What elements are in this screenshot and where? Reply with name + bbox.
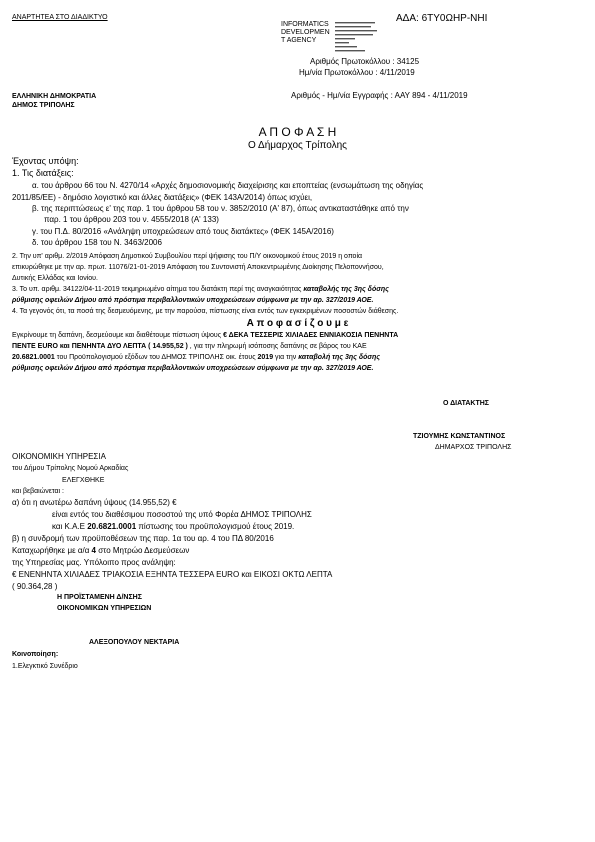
decision-purpose: καταβολή της 3ης δόσης — [298, 354, 381, 361]
consideration-1b-line1: β. της περιπτώσεως ε' της παρ. 1 του άρθρου 58 του ν. 3852/2010 (Α' 87), όπως αντικαταστάθηκε από την — [32, 204, 409, 213]
consideration-1: 1. Τις διατάξεις: — [12, 168, 74, 178]
signatory-role: Ο ΔΙΑΤΑΚΤΗΣ — [443, 400, 489, 407]
notification-label: Κοινοποίηση: — [12, 651, 59, 658]
decision-line-3 — [12, 353, 380, 362]
decision-year: 2019 — [257, 354, 274, 361]
signatory-title: ΔΗΜΑΡΧΟΣ ΤΡΙΠΟΛΗΣ — [435, 444, 512, 451]
consideration-1d: δ. του άρθρου 158 του Ν. 3463/2006 — [32, 238, 162, 247]
we-decide-heading: Α π ο φ α σ ί ζ ο υ μ ε — [246, 318, 349, 329]
consideration-2-line1: 2. Την υπ' αριθμ. 2/2019 Απόφαση Δημοτικού Συμβουλίου περί ψήφισης του Π/Υ οικονομικού έτους 2019 η οποία — [12, 253, 363, 260]
logo-line-2: DEVELOPMEN — [281, 29, 330, 36]
finance-kae-code: 20.6821.0001 — [87, 522, 137, 531]
finance-a-line3 — [52, 522, 294, 532]
consideration-1b-line2: παρ. 1 του άρθρου 203 του ν. 4555/2018 (Α' 133) — [44, 215, 219, 224]
agency-logo — [281, 21, 330, 45]
decision-line-2-text: , για την πληρωμή ισόποσης δαπάνης σε βάρος του ΚΑΕ — [187, 343, 367, 350]
logo-line-1: INFORMATICS — [281, 21, 329, 28]
decision-title: Α Π Ο Φ Α Σ Η — [258, 125, 337, 139]
decision-subtitle: Ο Δήμαρχος Τρίπολης — [248, 140, 347, 151]
consideration-3-text: 3. Το υπ. αριθμ. 34122/04-11-2019 τεκμηριωμένο αίτημα του διατάκτη περί της αναγκαιότητας — [12, 286, 304, 293]
finance-a-line1: α) ότι η ανωτέρω δαπάνη ύψους (14.955,52) € — [12, 498, 177, 507]
finance-entered-line — [12, 546, 189, 556]
finance-head-name: ΑΛΕΞΟΠΟΥΛΟΥ ΝΕΚΤΑΡΙΑ — [89, 639, 180, 646]
having-considered: Έχοντας υπόψη: — [12, 156, 79, 166]
decision-amount-words-1: € ΔΕΚΑ ΤΕΣΣΕΡΙΣ ΧΙΛΙΑΔΕΣ ΕΝΝΙΑΚΟΣΙΑ ΠΕΝΗΝΤΑ — [223, 332, 399, 339]
decision-line-2 — [12, 342, 367, 351]
signatory-name: ΤΖΙΟΥΜΗΣ ΚΩΝΣΤΑΝΤΙΝΟΣ — [413, 433, 506, 440]
consideration-3-line2: ρύθμισης οφειλών Δήμου από πρόστιμα περιβαλλοντικών υποχρεώσεων σύμφωνα με την αρ. 327/2019 ΑΟΕ. — [12, 297, 374, 304]
finance-b-line: β) η συνδρομή των προϋποθέσεων της παρ. 1α του αρ. 4 του ΠΔ 80/2016 — [12, 534, 274, 543]
consideration-2-line3: Δυτικής Ελλάδας και Ιονίου. — [12, 275, 98, 282]
org-country: ΕΛΛΗΝΙΚΗ ΔΗΜΟΚΡΑΤΙΑ — [12, 93, 97, 100]
consideration-1c: γ. του Π.Δ. 80/2016 «Ανάληψη υποχρεώσεων από τους διατάκτες» (ΦΕΚ 145Α/2016) — [32, 227, 334, 236]
protocol-number: Αριθμός Πρωτοκόλλου : 34125 — [310, 57, 420, 66]
finance-entered-text: Καταχωρήθηκε με α/α — [12, 546, 92, 555]
consideration-3-line1 — [12, 285, 389, 294]
decision-amount-words-2: ΠΕΝΤΕ EURO και ΠΕΝΗΝΤΑ ΔΥΟ ΛΕΠΤΑ ( 14.955,52 ) — [12, 343, 188, 350]
finance-balance-words: € ΕΝΕΝΗΝΤΑ ΧΙΛΙΑΔΕΣ ΤΡΙΑΚΟΣΙΑ ΕΞΗΝΤΑ ΤΕΣΣΕΡΑ EURO και ΕΙΚΟΣΙ ΟΚΤΩ ΛΕΠΤΑ — [12, 570, 333, 579]
org-municipality: ΔΗΜΟΣ ΤΡΙΠΟΛΗΣ — [12, 102, 75, 109]
finance-municipality: του Δήμου Τρίπολης Νομού Αρκαδίας — [12, 465, 129, 472]
finance-checked: ΕΛΕΓΧΘΗΚΕ — [62, 477, 105, 484]
finance-entry-number: 4 — [91, 546, 96, 555]
finance-kae-label: και Κ.Α.Ε — [52, 522, 88, 531]
registry-info: Αριθμός - Ημ/νία Εγγραφής : ΑΑΥ 894 - 4/11/2019 — [291, 91, 468, 100]
finance-a-line2: είναι εντός του διαθέσιμου ποσοστού της υπό Φορέα ΔΗΜΟΣ ΤΡΙΠΟΛΗΣ — [52, 510, 312, 519]
ada-code: ΑΔΑ: 6ΤΥ0ΩΗΡ-ΝΗΙ — [396, 13, 488, 24]
decision-line-4: ρύθμισης οφειλών Δήμου από πρόστιμα περιβαλλοντικών υποχρεώσεων σύμφωνα με την αρ. 327/2019 ΑΟΕ. — [12, 365, 374, 372]
finance-head-title-2: ΟΙΚΟΝΟΜΙΚΩΝ ΥΠΗΡΕΣΙΩΝ — [57, 605, 152, 612]
notification-item: 1.Ελεγκτικό Συνέδριο — [12, 663, 78, 670]
consideration-3-emphasis: καταβολής της 3ης δόσης — [303, 286, 389, 293]
decision-kae-code: 20.6821.0001 — [12, 354, 55, 361]
finance-service: ΟΙΚΟΝΟΜΙΚΗ ΥΠΗΡΕΣΙΑ — [12, 452, 106, 461]
finance-a-line3-text: πίστωσης του προϋπολογισμού έτους 2019. — [136, 522, 295, 531]
internet-posting-note: ΑΝΑΡΤΗΤΕΑ ΣΤΟ ΔΙΑΔΙΚΤΥΟ — [12, 14, 108, 21]
finance-head-title-1: Η ΠΡΟΪΣΤΑΜΕΝΗ Δ/ΝΣΗΣ — [57, 594, 142, 601]
logo-fine-print-graphic — [335, 21, 381, 55]
finance-balance-intro: της Υπηρεσίας μας. Υπόλοιπο προς ανάληψη: — [12, 558, 176, 567]
finance-certified: και βεβαιώνεται : — [12, 488, 64, 495]
consideration-1a-line2: 2011/85/ΕΕ) - δημόσιο λογιστικό και άλλες διατάξεις» (ΦΕΚ 143Α/2014) όπως ισχύει, — [12, 193, 313, 202]
decision-line-1-text: Εγκρίνουμε τη δαπάνη, δεσμεύουμε και διαθέτουμε πίστωση ύψους — [12, 332, 224, 339]
finance-entered-registry: στο Μητρώο Δεσμεύσεων — [96, 546, 190, 555]
protocol-date: Ημ/νία Πρωτοκόλλου : 4/11/2019 — [299, 68, 415, 77]
decision-line-3-for: για την — [273, 354, 299, 361]
consideration-2-line2: επικυρώθηκε με την αρ. πρωτ. 11076/21-01-2019 Απόφαση του Συντονιστή Αποκεντρωμένης Διοίκησης Πελοποννήσου, — [12, 264, 384, 271]
consideration-4: 4. Τα γεγονός ότι, τα ποσά της δεσμευόμενης, με την παρούσα, πίστωσης είναι εντός των εγκεκριμένων ποσοστών διάθεσης. — [12, 308, 399, 315]
consideration-1a-line1: α. του άρθρου 66 του Ν. 4270/14 «Αρχές δημοσιονομικής διαχείρισης και εποπτείας (ενσωμάτωση της οδηγίας — [32, 181, 424, 190]
decision-line-3-text: του Προϋπολογισμού εξόδων του ΔΗΜΟΣ ΤΡΙΠΟΛΗΣ οικ. έτους — [54, 354, 258, 361]
logo-line-3: T AGENCY — [281, 37, 317, 44]
finance-balance-number: ( 90.364,28 ) — [12, 582, 58, 591]
decision-line-1 — [12, 331, 398, 340]
